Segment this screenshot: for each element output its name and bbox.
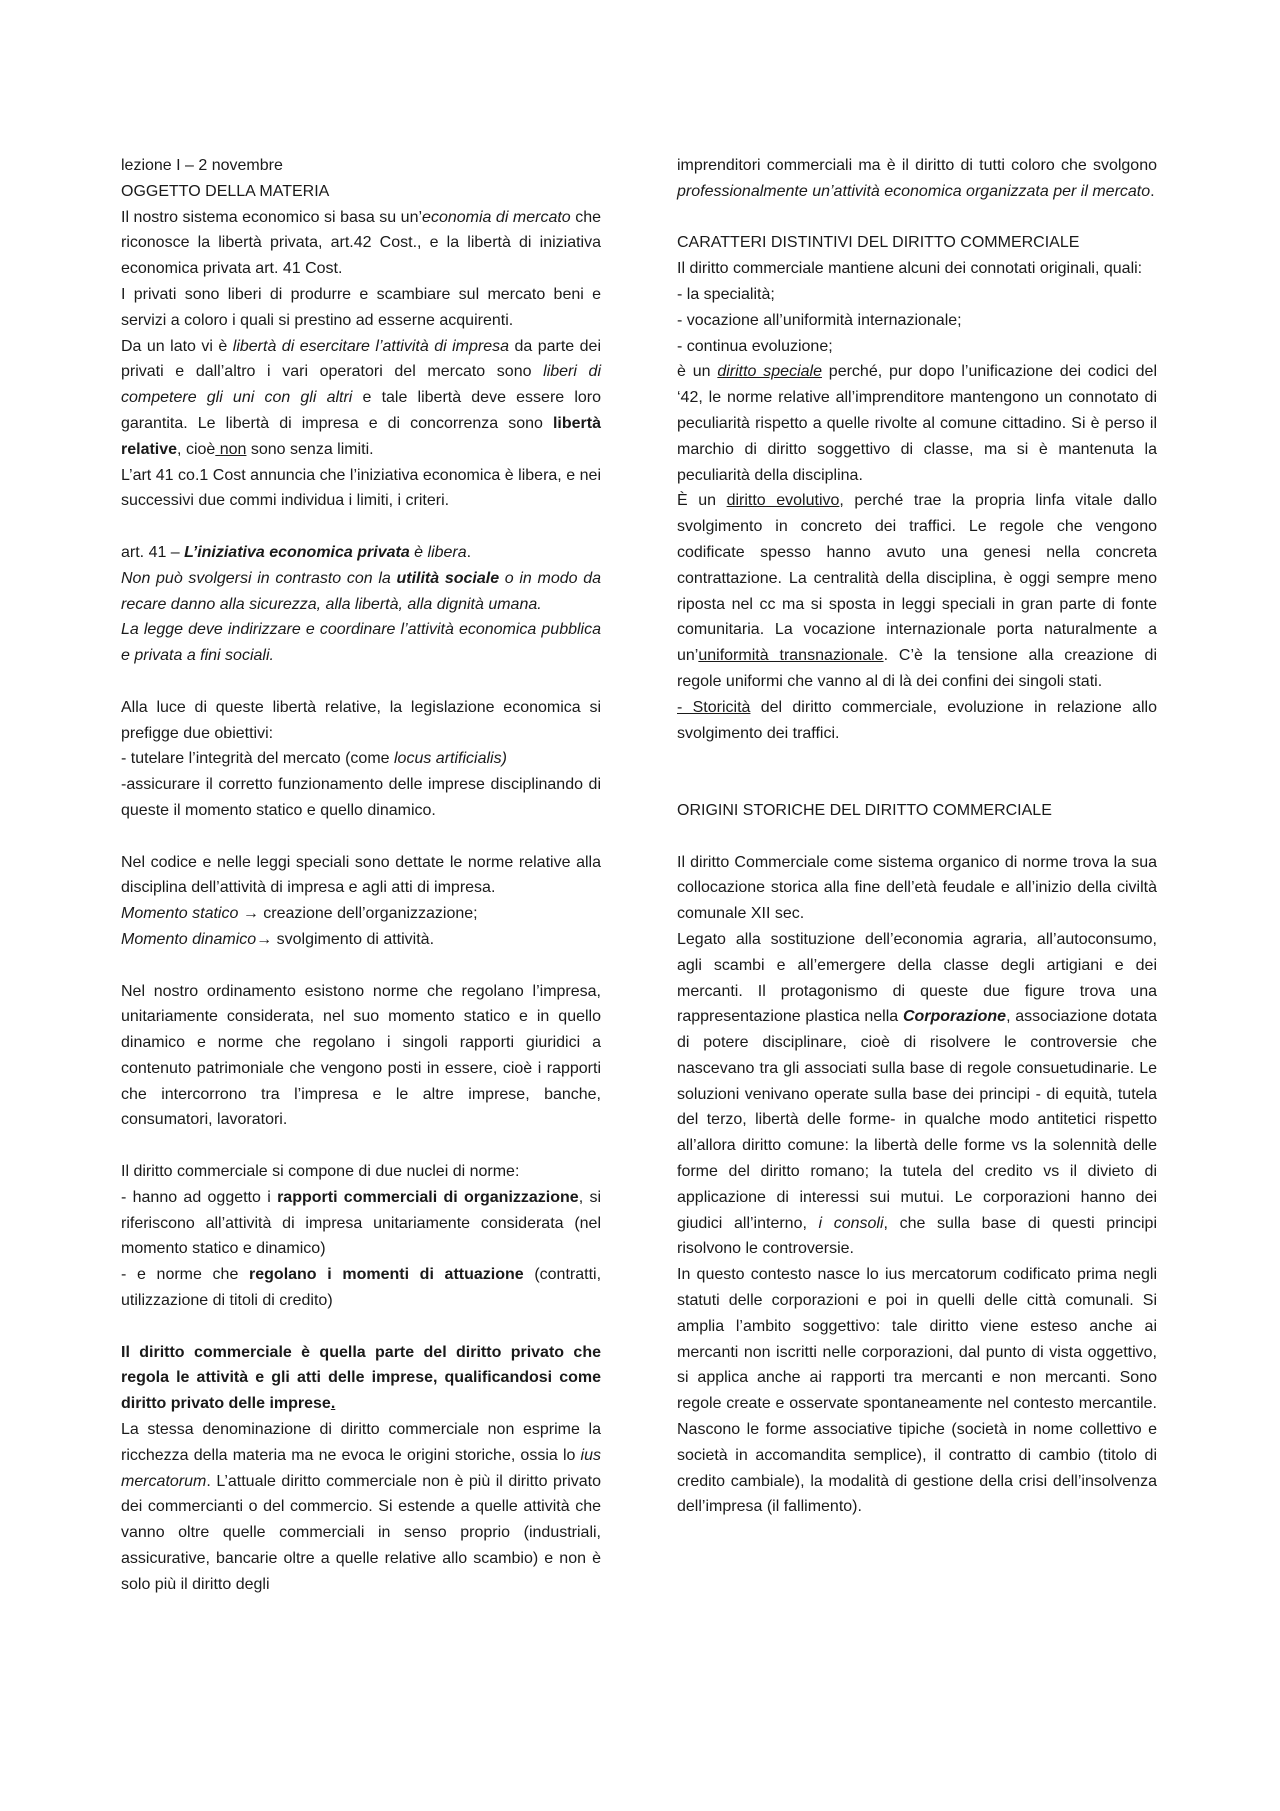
paragraph: - Storicità del diritto commerciale, evoluzione in relazione allo svolgimento dei traffici. [677, 698, 1157, 742]
article-41-quote: La legge deve indirizzare e coordinare l’attività economica pubblica e privata a fini sociali. [121, 621, 601, 665]
list-item: - continua evoluzione; [677, 337, 833, 355]
paragraph: In questo contesto nasce lo ius mercatorum codificato prima negli statuti delle corporazioni e poi in quelli delle città comunali. Si amplia l’ambito soggettivo: tale diritto viene esteso anche ai mercanti non iscritti nelle corporazioni, dal punto di vista oggettivo, si applica anche ai rapporti tra mercanti e non mercanti. Sono regole create e osservate spontaneamente nel contesto mercantile. Nascono le forme associative tipiche (società in nome collettivo e società in accomandita semplice), il contratto di cambio (titolo di credito cambiale), la modalità di gestione della crisi dell’insolvenza dell’impresa (il fallimento). [677, 1266, 1157, 1516]
paragraph: Il nostro sistema economico si basa su un’economia di mercato che riconosce la libertà privata, art.42 Cost., e la libertà di iniziativa economica privata art. 41 Cost. [121, 208, 602, 278]
paragraph: Legato alla sostituzione dell’economia agraria, all’autoconsumo, agli scambi e all’emergere della classe degli artigiani e dei mercanti. Il protagonismo di queste due figure trova una rappresentazione plastica nella Corporazione, associazione dotata di potere disciplinare, cioè di risolvere le controversie che nascevano tra gli associati sulla base di regole consuetudinarie. Le soluzioni venivano operate sulla base dei principi - di equità, tutela del terzo, libertà delle forme- in qualche modo antitetici rispetto all’allora diritto comune: la libertà delle forme vs la solennità delle forme del diritto romano; la tutela del credito vs il divieto di applicazione di interessi sui mutui. Le corporazioni hanno dei giudici all’interno, i consoli, che sulla base di questi principi risolvono le controversie. [677, 930, 1158, 1258]
paragraph: Nel nostro ordinamento esistono norme che regolano l’impresa, unitariamente considerata, nel suo momento statico e in quello dinamico e norme che regolano i singoli rapporti giuridici a contenuto patrimoniale che vengono posti in essere, cioè i rapporti che intercorrono tra l’impresa e le altre imprese, banche, consumatori, lavoratori. [121, 982, 601, 1129]
right-column [677, 153, 1157, 1520]
paragraph: imprenditori commerciali ma è il diritto di tutti coloro che svolgono professionalmente un’attività economica organizzata per il mercato. [677, 157, 1157, 200]
paragraph: Il diritto Commerciale come sistema organico di norme trova la sua collocazione storica alla fine dell’età feudale e all’inizio della civiltà comunale XII sec. [677, 853, 1157, 923]
section-title-origini: ORIGINI STORICHE DEL DIRITTO COMMERCIALE [677, 801, 1052, 819]
section-title-oggetto: OGGETTO DELLA MATERIA [121, 182, 330, 200]
paragraph: I privati sono liberi di produrre e scambiare sul mercato beni e servizi a coloro i quali si prestino ad esserne acquirenti. [121, 285, 601, 329]
article-41-quote: Non può svolgersi in contrasto con la utilità sociale o in modo da recare danno alla sicurezza, alla libertà, alla dignità umana. [121, 569, 601, 613]
lesson-header: lezione I – 2 novembre [121, 157, 283, 174]
list-item: - vocazione all’uniformità internazionale; [677, 311, 962, 329]
paragraph: Il diritto commerciale mantiene alcuni dei connotati originali, quali: [677, 260, 1143, 278]
section-title-caratteri: CARATTERI DISTINTIVI DEL DIRITTO COMMERCIALE [677, 234, 1080, 252]
list-item: -assicurare il corretto funzionamento delle imprese disciplinando di queste il momento statico e quello dinamico. [121, 776, 601, 819]
paragraph: è un diritto speciale perché, pur dopo l’unificazione dei codici del ‘42, le norme relative all’imprenditore mantengono un connotato di peculiarità rispetto a quelle rivolte al comune cittadino. Si è perso il marchio di diritto soggettivo di classe, ma si è mantenuta la peculiarità della disciplina. [677, 363, 1157, 484]
paragraph: L’art 41 co.1 Cost annuncia che l’iniziativa economica è libera, e nei successivi due commi individua i limiti, i criteri. [121, 466, 601, 510]
paragraph: La stessa denominazione di diritto commerciale non esprime la ricchezza della materia ma ne evoca le origini storiche, ossia lo ius mercatorum. L’attuale diritto commerciale non è più il diritto privato dei commercianti o del commercio. Si estende a quelle attività che vanno oltre quelle commerciali in senso proprio (industriali, assicurative, bancarie oltre a quelle relative allo scambio) e non è solo più il diritto degli [121, 1421, 601, 1593]
paragraph: Momento dinamico→ svolgimento di attività. [121, 930, 435, 948]
list-item: - tutelare l’integrità del mercato (come locus artificialis) [121, 750, 507, 768]
list-item: - la specialità; [677, 285, 775, 303]
paragraph: Il diritto commerciale si compone di due nuclei di norme: [121, 1163, 520, 1181]
definition-paragraph: Il diritto commerciale è quella parte del diritto privato che regola le attività e gli atti delle imprese, qualificandosi come diritto privato delle imprese. [121, 1343, 601, 1413]
article-41-quote: art. 41 – L’iniziativa economica privata è libera. [121, 543, 472, 561]
paragraph: Nel codice e nelle leggi speciali sono dettate le norme relative alla disciplina dell’attività di impresa e agli atti di impresa. [121, 853, 601, 897]
left-column [121, 153, 601, 1598]
paragraph: È un diritto evolutivo, perché trae la propria linfa vitale dallo svolgimento in concreto dei traffici. Le regole che vengono codificate spesso hanno avuto una genesi nella concreta contrattazione. La centralità della disciplina, è oggi sempre meno riposta nel cc ma si sposta in leggi speciali in gran parte di fonte comunitaria. La vocazione internazionale porta naturalmente a un’uniformità transnazionale. C’è la tensione alla creazione di regole uniformi che vanno al di là dei confini dei singoli stati. [677, 492, 1157, 690]
list-item: - e norme che regolano i momenti di attuazione (contratti, utilizzazione di titoli di credito) [121, 1266, 602, 1310]
list-item: - hanno ad oggetto i rapporti commerciali di organizzazione, si riferiscono all’attività di impresa unitariamente considerata (nel momento statico e dinamico) [121, 1188, 602, 1258]
paragraph: Alla luce di queste libertà relative, la legislazione economica si prefigge due obiettivi: [121, 698, 601, 742]
paragraph: Momento statico → creazione dell’organizzazione; [121, 905, 478, 923]
paragraph: Da un lato vi è libertà di esercitare l’attività di impresa da parte dei privati e dall’altro i vari operatori del mercato sono liberi di competere gli uni con gli altri e tale libertà deve essere loro garantita. Le libertà di impresa e di concorrenza sono libertà relative, cioè non sono senza limiti. [121, 337, 602, 458]
